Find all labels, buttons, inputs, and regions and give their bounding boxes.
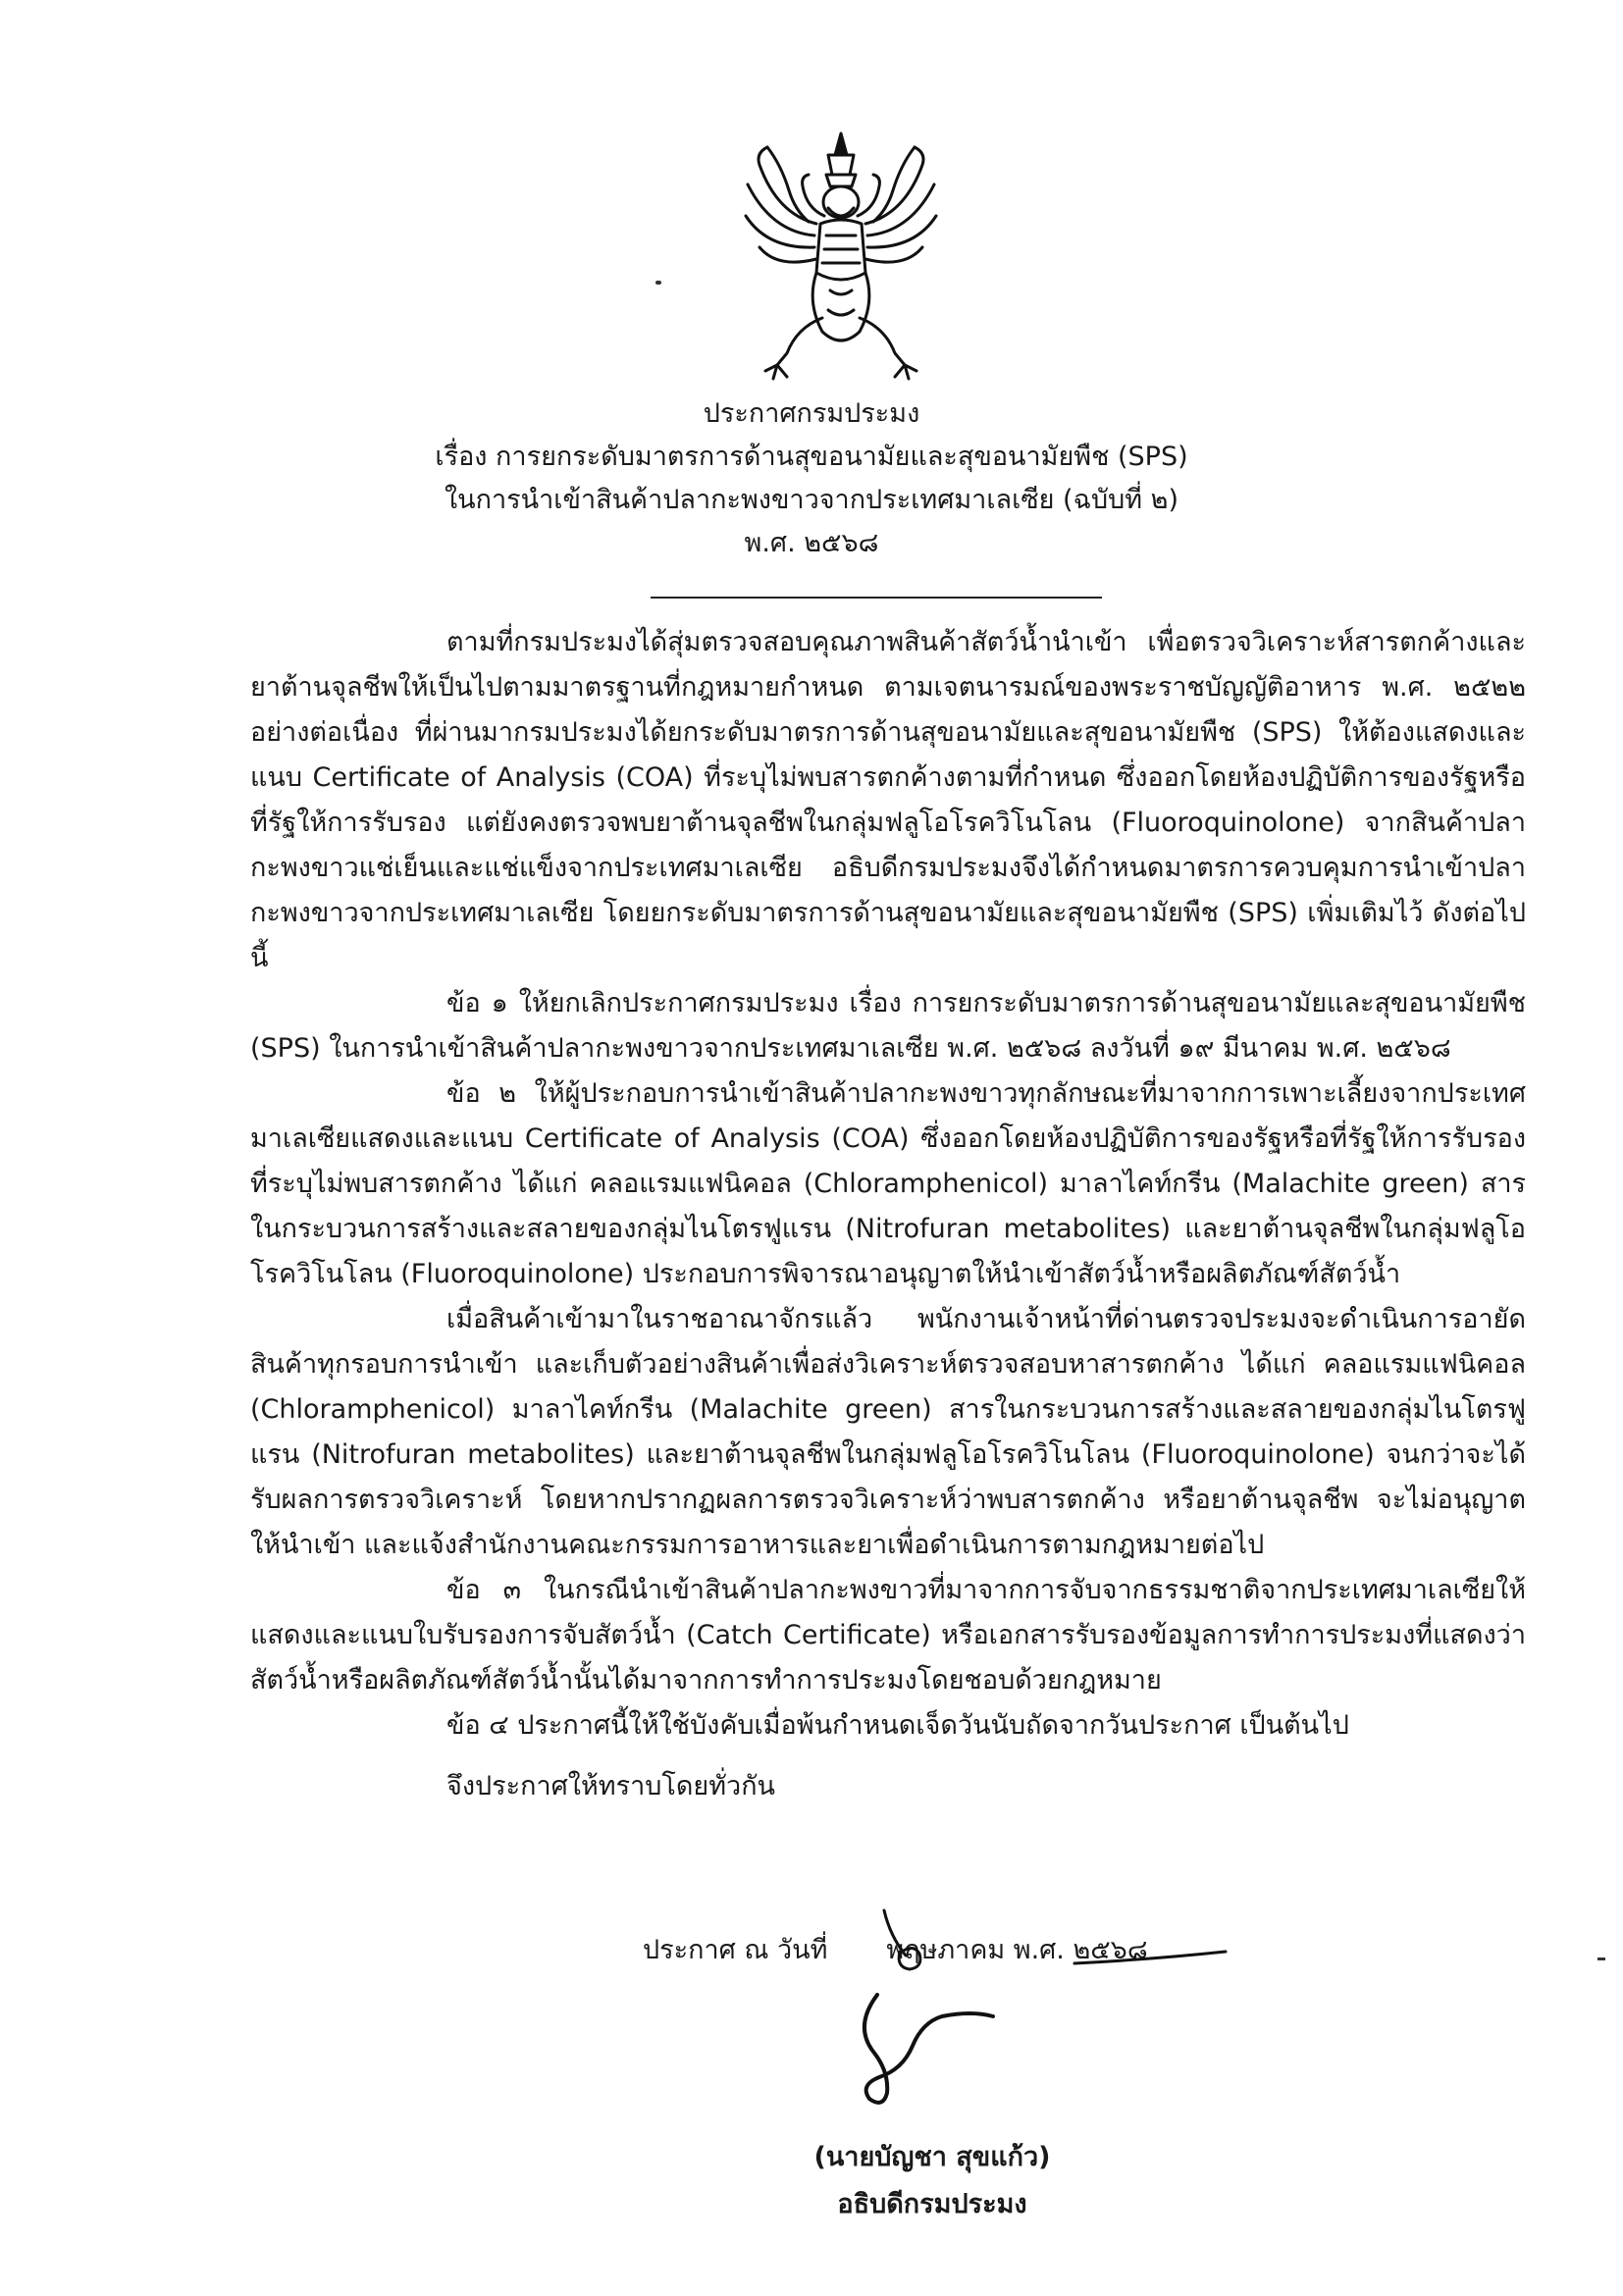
- announcement-date: [643, 1928, 1330, 1973]
- stray-mark: [655, 281, 661, 285]
- date-prefix: ประกาศ ณ วันที่: [643, 1935, 828, 1965]
- garuda-emblem-icon: [738, 126, 944, 391]
- announcement-header: [0, 392, 1623, 565]
- header-issuer: ประกาศกรมประมง: [703, 398, 920, 429]
- announcement-body: [250, 620, 1526, 1809]
- paragraph-clause-1: ข้อ ๑ ให้ยกเลิกประกาศกรมประมง เรื่อง การยกระดับมาตรการด้านสุขอนามัยและสุขอนามัยพืช (SPS) ในการนำเข้าสินค้าปลากะพงขาวจากประเทศมาเลเซีย พ.ศ. ๒๕๖๘ ลงวันที่ ๑๙ มีนาคม พ.ศ. ๒๕๖๘: [250, 988, 1526, 1064]
- paragraph-clause-3: ข้อ ๓ ในกรณีนำเข้าสินค้าปลากะพงขาวที่มาจากการจับจากธรรมชาติจากประเทศมาเลเซียให้แสดงและแนบใบรับรองการจับสัตว์น้ำ (Catch Certificate) หรือเอกสารรับรองข้อมูลการทำการประมงที่แสดงว่าสัตว์น้ำหรือผลิตภัณฑ์สัตว์น้ำนั้นได้มาจากการทำการประมงโดยชอบด้วยกฎหมาย: [250, 1575, 1526, 1696]
- handwritten-day-mark: [876, 1906, 935, 1985]
- signer-block: [687, 2134, 1178, 2228]
- handwritten-signature: [844, 1987, 1011, 2114]
- date-month-year: พฤษภาคม พ.ศ. ๒๕๖๘: [886, 1935, 1148, 1965]
- paragraph-preamble: ตามที่กรมประมงได้สุ่มตรวจสอบคุณภาพสินค้าสัตว์น้ำนำเข้า เพื่อตรวจวิเคราะห์สารตกค้างและยาต้านจุลชีพให้เป็นไปตามมาตรฐานที่กฎหมายกำหนด ตามเจตนารมณ์ของพระราชบัญญัติอาหาร พ.ศ. ๒๕๒๒ อย่างต่อเนื่อง ที่ผ่านมากรมประมงได้ยกระดับมาตรการด้านสุขอนามัยและสุขอนามัยพืช (SPS) ให้ต้องแสดงและแนบ Certificate of Analysis (COA) ที่ระบุไม่พบสารตกค้างตามที่กำหนด ซึ่งออกโดยห้องปฏิบัติการของรัฐหรือที่รัฐให้การรับรอง แต่ยังคงตรวจพบยาต้านจุลชีพในกลุ่มฟลูโอโรควิโนโลน (Fluoroquinolone) จากสินค้าปลากะพงขาวแช่เย็นและแช่แข็งจากประเทศมาเลเซีย อธิบดีกรมประมงจึงได้กำหนดมาตรการควบคุมการนำเข้าปลากะพงขาวจากประเทศมาเลเซีย โดยยกระดับมาตรการด้านสุขอนามัยและสุขอนามัยพืช (SPS) เพิ่มเติมไว้ ดังต่อไปนี้: [250, 627, 1526, 973]
- header-subject: เรื่อง การยกระดับมาตรการด้านสุขอนามัยและสุขอนามัยพืช (SPS): [435, 442, 1188, 472]
- paragraph-closing: จึงประกาศให้ทราบโดยทั่วกัน: [446, 1771, 775, 1801]
- handwritten-strike-mark: [1073, 1950, 1230, 1969]
- paragraph-clause-2: ข้อ ๒ ให้ผู้ประกอบการนำเข้าสินค้าปลากะพงขาวทุกลักษณะที่มาจากการเพาะเลี้ยงจากประเทศมาเลเซียแสดงและแนบ Certificate of Analysis (COA) ซึ่งออกโดยห้องปฏิบัติการของรัฐหรือที่รัฐให้การรับรองที่ระบุไม่พบสารตกค้าง ได้แก่ คลอแรมแฟนิคอล (Chloramphenicol) มาลาไคท์กรีน (Malachite green) สารในกระบวนการสร้างและสลายของกลุ่มไนโตรฟูแรน (Nitrofuran metabolites) และยาต้านจุลชีพในกลุ่มฟลูโอโรควิโนโลน (Fluoroquinolone) ประกอบการพิจารณาอนุญาตให้นำเข้าสัตว์น้ำหรือผลิตภัณฑ์สัตว์น้ำ: [250, 1078, 1526, 1289]
- paragraph-clause-2-cont: เมื่อสินค้าเข้ามาในราชอาณาจักรแล้ว พนักงานเจ้าหน้าที่ด่านตรวจประมงจะดำเนินการอายัดสินค้าทุกรอบการนำเข้า และเก็บตัวอย่างสินค้าเพื่อส่งวิเคราะห์ตรวจสอบหาสารตกค้าง ได้แก่ คลอแรมแฟนิคอล (Chloramphenicol) มาลาไคท์กรีน (Malachite green) สารในกระบวนการสร้างและสลายของกลุ่มไนโตรฟูแรน (Nitrofuran metabolites) และยาต้านจุลชีพในกลุ่มฟลูโอโรควิโนโลน (Fluoroquinolone) จนกว่าจะได้รับผลการตรวจวิเคราะห์ โดยหากปรากฏผลการตรวจวิเคราะห์ว่าพบสารตกค้าง หรือยาต้านจุลชีพ จะไม่อนุญาตให้นำเข้า และแจ้งสำนักงานคณะกรรมการอาหารและยาเพื่อดำเนินการตามกฎหมายต่อไป: [250, 1304, 1526, 1560]
- header-year: พ.ศ. ๒๕๖๘: [744, 528, 879, 558]
- signer-name: (นายบัญชา สุขแก้ว): [813, 2142, 1051, 2172]
- signer-title: อธิบดีกรมประมง: [837, 2189, 1027, 2219]
- paragraph-clause-4: ข้อ ๔ ประกาศนี้ให้ใช้บังคับเมื่อพ้นกำหนดเจ็ดวันนับถัดจากวันประกาศ เป็นต้นไป: [446, 1710, 1349, 1741]
- stray-mark: [1597, 1957, 1605, 1960]
- header-divider: [651, 597, 1102, 599]
- header-subject-cont: ในการนำเข้าสินค้าปลากะพงขาวจากประเทศมาเลเซีย (ฉบับที่ ๒): [445, 485, 1178, 515]
